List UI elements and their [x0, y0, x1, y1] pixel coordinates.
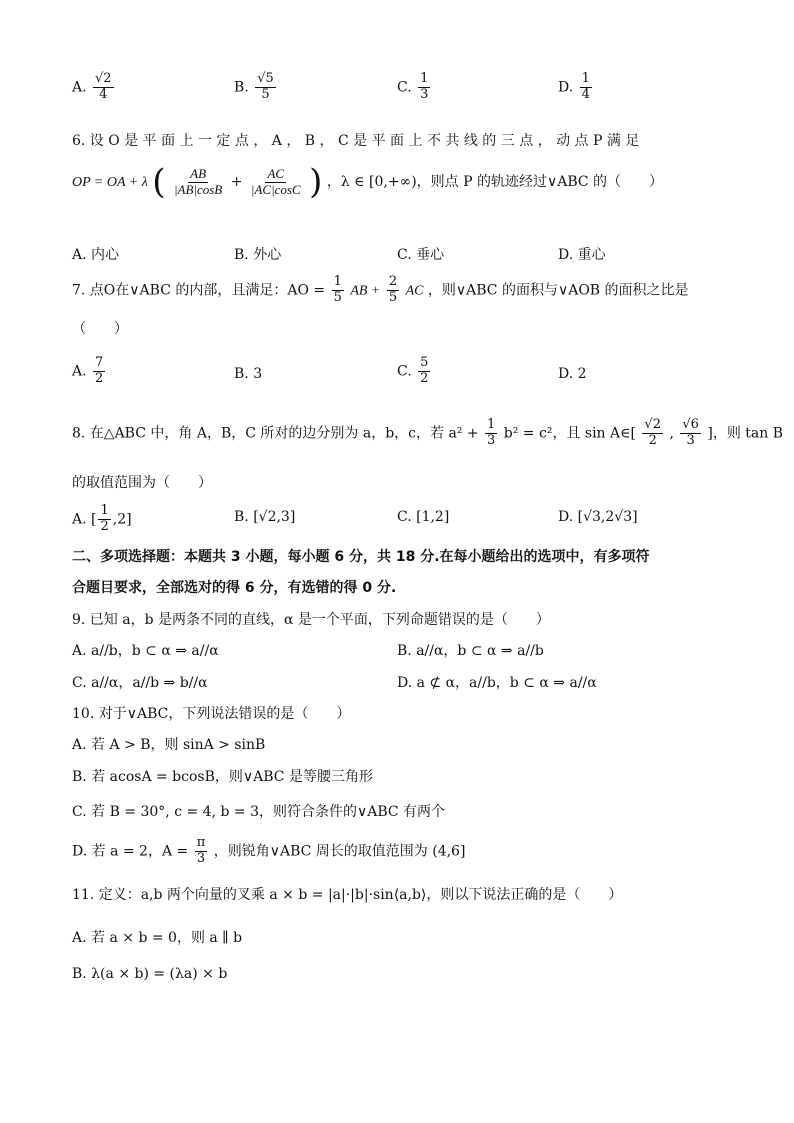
option-part: D. 若 a = 2，A =: [72, 843, 189, 860]
q7-option-d: D. 2: [558, 366, 587, 382]
q5-option-a: [72, 72, 116, 103]
section2-line2: 合题目要求，全部选对的得 6 分，有选错的得 0 分.: [72, 580, 397, 596]
q8-option-d: D. [√3,2√3]: [558, 509, 638, 525]
denominator: 5: [388, 289, 398, 305]
formula-lhs: OP = OA + λ: [72, 175, 148, 190]
option-label: C.: [397, 363, 412, 380]
q10-option-c: C. 若 B = 30°, c = 4, b = 3，则符合条件的∨ABC 有两个: [72, 804, 446, 820]
numerator: 2: [388, 274, 398, 289]
fraction-ac: [249, 167, 303, 198]
denominator: 3: [686, 432, 695, 448]
option-label: C.: [397, 79, 412, 96]
option-part: ,2]: [112, 511, 132, 528]
q6-option-c: C. 垂心: [397, 247, 445, 263]
q7-option-c: [397, 356, 432, 387]
stem-part: ，则∨ABC 的面积与∨AOB 的面积之比是: [427, 282, 689, 299]
fraction: [93, 72, 114, 103]
numerator: AB: [190, 165, 207, 181]
q8-stem: [72, 418, 783, 449]
denominator: 4: [99, 86, 108, 102]
q10-stem: 10. 对于∨ABC，下列说法错误的是（ ）: [72, 706, 351, 722]
numerator: √6: [682, 417, 699, 432]
q5-option-c: [397, 72, 432, 103]
q10-option-b: B. 若 acosA = bcosB，则∨ABC 是等腰三角形: [72, 769, 373, 785]
fraction: [98, 504, 110, 535]
q7-option-b: B. 3: [234, 366, 263, 382]
option-label: A.: [72, 363, 87, 380]
stem-part: 8. 在△ABC 中，角 A，B，C 所对的边分别为 a，b，c，若 a² +: [72, 425, 479, 442]
numerator: √2: [644, 417, 661, 432]
numerator: π: [196, 835, 206, 850]
q11-option-a: A. 若 a × b = 0，则 a ∥ b: [72, 930, 243, 946]
denominator: 2: [420, 370, 429, 386]
numerator: 5: [420, 355, 429, 370]
q6-stem: 6. 设 O 是 平 面 上 一 定 点 ， A ， B ， C 是 平 面 上 不 共 线 的 三 点 ， 动 点 P 满 足: [72, 133, 640, 149]
q8-option-b: B. [√2,3]: [234, 509, 296, 525]
fraction: [418, 356, 430, 387]
q9-option-d: D. a ⊄ α，a//b，b ⊂ α ⇒ a//α: [397, 675, 597, 691]
q9-option-a: A. a//b，b ⊂ α ⇒ a//α: [72, 643, 219, 659]
plus-sign: +: [230, 174, 243, 190]
q7-paren: （ ）: [72, 321, 128, 337]
q7-option-a: [72, 356, 107, 387]
denominator: 2: [648, 432, 657, 448]
left-paren: (: [152, 162, 166, 202]
q11-option-b: B. λ(a × b) = (λa) × b: [72, 966, 228, 982]
q8-line2: 的取值范围为（ ）: [72, 475, 212, 491]
fraction: [332, 275, 344, 306]
option-part: ，则锐角∨ABC 周长的取值范围为 (4,6]: [213, 843, 466, 860]
q8-option-c: C. [1,2]: [397, 509, 450, 525]
numerator: 1: [420, 71, 429, 86]
denominator: 3: [420, 86, 429, 102]
q7-stem: [72, 275, 689, 306]
q11-stem: 11. 定义：a,b 两个向量的叉乘 a × b = |a|·|b|·sin⟨a,b⟩，则以下说法正确的是（ ）: [72, 887, 623, 903]
option-label: D.: [558, 79, 574, 96]
q10-option-a: A. 若 A > B，则 sinA > sinB: [72, 737, 266, 753]
q6-option-d: D. 重心: [558, 247, 606, 263]
denominator: 5: [333, 289, 342, 305]
comma: ,: [669, 425, 674, 442]
numerator: √5: [257, 71, 274, 86]
q9-option-c: C. a//α，a//b ⇒ b//α: [72, 675, 208, 691]
section2-line1: 二、多项选择题：本题共 3 小题，每小题 6 分，共 18 分.在每小题给出的选项中，有多项符: [72, 549, 650, 565]
fraction-ab: [172, 167, 224, 198]
q10-option-d: [72, 836, 465, 867]
denominator: 2: [100, 518, 109, 534]
numerator: AC: [267, 165, 285, 181]
fraction: [580, 72, 592, 103]
q6-formula: [72, 162, 664, 202]
option-label: A.: [72, 79, 87, 96]
fraction: [642, 418, 663, 449]
denominator: 5: [261, 86, 270, 102]
q9-stem: 9. 已知 a，b 是两条不同的直线，α 是一个平面，下列命题错误的是（ ）: [72, 612, 550, 628]
fraction: [93, 356, 105, 387]
stem-part: 7. 点O在∨ABC 的内部，且满足：AO =: [72, 282, 326, 299]
right-paren: ): [309, 162, 323, 202]
numerator: 1: [581, 71, 590, 86]
stem-part: AB +: [350, 283, 381, 299]
stem-part: AC: [405, 283, 424, 299]
option-label: B.: [234, 79, 249, 96]
q6-option-a: A. 内心: [72, 247, 120, 263]
denominator: 3: [196, 850, 206, 866]
fraction: [418, 72, 430, 103]
stem-part: ]，则 tan B: [707, 425, 783, 442]
denominator: 3: [487, 432, 496, 448]
numerator: 7: [95, 355, 104, 370]
fraction: [195, 836, 208, 867]
numerator: √2: [95, 71, 112, 86]
denominator: 2: [95, 370, 104, 386]
fraction: [387, 275, 399, 306]
denominator: |AB|cosB: [173, 181, 223, 197]
formula-tail: ，λ ∈ [0,+∞)，则点 P 的轨迹经过∨ABC 的（ ）: [326, 174, 664, 190]
denominator: |AC|cosC: [250, 181, 301, 197]
q6-option-b: B. 外心: [234, 247, 282, 263]
q5-option-d: [558, 72, 594, 103]
numerator: 1: [487, 417, 496, 432]
fraction: [255, 72, 276, 103]
fraction: [485, 418, 497, 449]
q8-option-a: [72, 504, 132, 535]
option-part: A. [: [72, 511, 97, 528]
numerator: 1: [333, 274, 342, 289]
denominator: 4: [581, 86, 590, 102]
fraction: [680, 418, 701, 449]
q9-option-b: B. a//α，b ⊂ α ⇒ a//b: [397, 643, 544, 659]
numerator: 1: [100, 503, 109, 518]
q5-option-b: [234, 72, 278, 103]
stem-part: b² = c²，且 sin A∈[: [503, 425, 636, 442]
